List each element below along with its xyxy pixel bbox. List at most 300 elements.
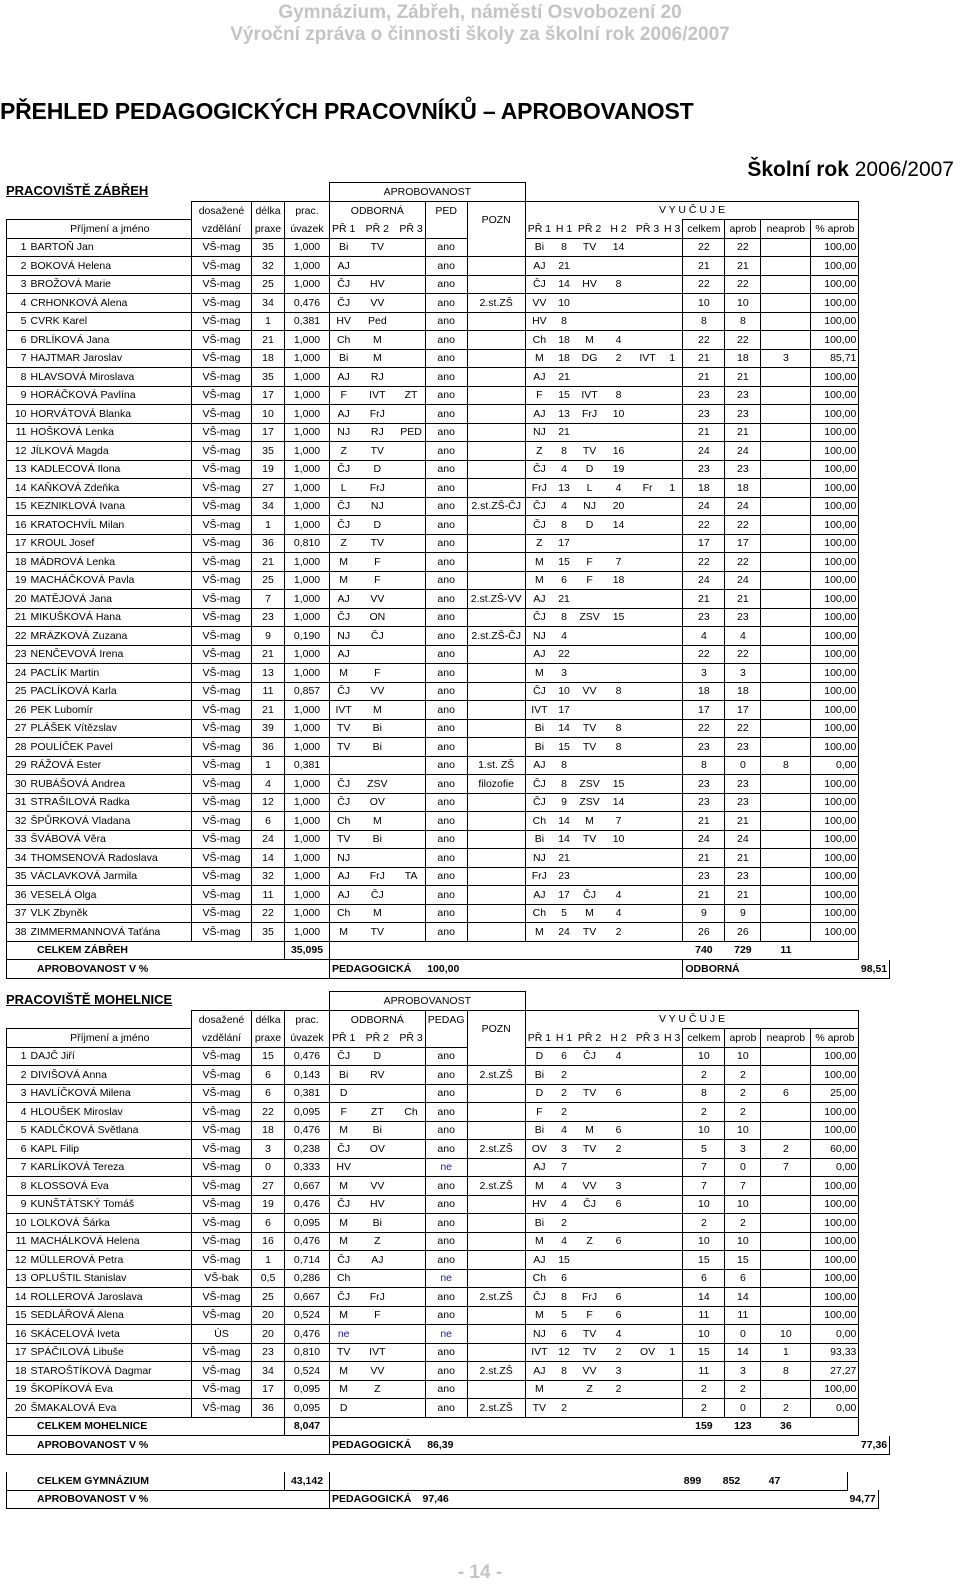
table-cell: 23 — [725, 386, 761, 405]
table-cell: OPLUŠTIL Stanislav — [29, 1269, 192, 1288]
table-cell — [192, 1472, 285, 1490]
table-cell: DAJČ Jiří — [29, 1047, 192, 1066]
table-cell: TV — [357, 442, 397, 461]
table-cell: 9 — [725, 904, 761, 923]
table-row — [7, 867, 890, 886]
table-cell: ČJ — [525, 516, 553, 535]
table-cell — [761, 312, 811, 331]
table-cell — [604, 590, 633, 609]
table-cell: IVT — [357, 1343, 397, 1362]
table-cell: 18 — [725, 349, 761, 368]
table-cell — [192, 1490, 330, 1509]
table-cell — [467, 479, 525, 498]
table-row — [7, 1269, 890, 1288]
table-cell — [397, 608, 425, 627]
header-vzdelani: vzdělání — [192, 220, 252, 239]
table-cell — [633, 1158, 662, 1177]
table-cell — [633, 886, 662, 905]
table-cell: 4 — [7, 294, 29, 313]
table-cell: ČJ — [525, 1288, 553, 1307]
table-cell — [662, 1121, 683, 1140]
table-cell: 18 — [7, 553, 29, 572]
table-cell: F — [330, 1103, 358, 1122]
table-cell: VESELÁ Olga — [29, 886, 192, 905]
table-cell: FrJ — [575, 1288, 604, 1307]
table-cell: ne — [425, 1325, 467, 1344]
table-cell — [761, 775, 811, 794]
table-cell — [467, 1158, 525, 1177]
table-cell: 2.st.ZŠ-ČJ — [467, 627, 525, 646]
table-cell: 14 — [604, 516, 633, 535]
table-cell — [397, 756, 425, 775]
table-cell: VV — [357, 1177, 397, 1196]
table-cell: TV — [330, 830, 358, 849]
table-cell: AJ — [330, 886, 358, 905]
table-cell: 8 — [553, 1288, 575, 1307]
table-cell — [662, 627, 683, 646]
table-cell: 22 — [252, 1103, 285, 1122]
table-cell: VŠ-mag — [192, 849, 252, 868]
table-cell: VŠ-mag — [192, 719, 252, 738]
table-cell — [633, 1177, 662, 1196]
table-cell: 3 — [725, 664, 761, 683]
table-cell: 8 — [553, 516, 575, 535]
table-cell: 10 — [683, 1325, 725, 1344]
table-cell: 23 — [7, 645, 29, 664]
table-cell: 8 — [604, 719, 633, 738]
school-year-label: Školní rok — [747, 158, 849, 181]
table-cell — [633, 590, 662, 609]
table-cell — [397, 1177, 425, 1196]
table-cell — [467, 331, 525, 350]
table-cell: 100,00 — [811, 460, 859, 479]
table-cell: 22 — [725, 553, 761, 572]
table-cell — [467, 719, 525, 738]
table-cell: M — [525, 1380, 553, 1399]
table-cell: 3 — [761, 349, 811, 368]
table-cell: VŠ-mag — [192, 1232, 252, 1251]
table-cell: D — [357, 460, 397, 479]
table-cell: PED — [397, 423, 425, 442]
table-cell: 15 — [553, 1251, 575, 1270]
table-cell — [662, 1269, 683, 1288]
total-uvazek: 8,047 — [285, 1417, 330, 1436]
table-cell: VŠ-mag — [192, 1343, 252, 1362]
table-cell: M — [357, 812, 397, 831]
table-cell — [397, 904, 425, 923]
table-cell: ne — [425, 1158, 467, 1177]
table-cell: 4 — [553, 1121, 575, 1140]
table-cell: ČJ — [330, 1047, 358, 1066]
table-cell: 15 — [683, 1251, 725, 1270]
table-cell: 0,524 — [285, 1306, 330, 1325]
table-cell: 8 — [553, 608, 575, 627]
table-cell: 21 — [683, 590, 725, 609]
table-cell: 11 — [252, 682, 285, 701]
table-cell: 22 — [683, 645, 725, 664]
table-cell: 100,00 — [811, 1214, 859, 1233]
table-row — [7, 275, 890, 294]
table-cell: HORVÁTOVÁ Blanka — [29, 405, 192, 424]
table-cell: 0,190 — [285, 627, 330, 646]
table-cell: 1,000 — [285, 886, 330, 905]
table-cell: ČJ — [330, 775, 358, 794]
table-cell: Bi — [525, 830, 553, 849]
table-cell: 0,810 — [285, 1343, 330, 1362]
table-cell: 23 — [725, 460, 761, 479]
total-uvazek: 35,095 — [285, 941, 330, 960]
table-cell: AJ — [525, 1158, 553, 1177]
table-cell: TV — [357, 534, 397, 553]
table-cell — [357, 1269, 397, 1288]
table-cell: Z — [330, 442, 358, 461]
table-cell: 2.st.ZŠ-ČJ — [467, 497, 525, 516]
table-cell: ano — [425, 812, 467, 831]
table-cell — [397, 497, 425, 516]
table-cell: 10 — [725, 1121, 761, 1140]
table-cell: 7 — [683, 1177, 725, 1196]
table-cell: 4 — [553, 627, 575, 646]
table-cell: Z — [525, 442, 553, 461]
table-cell — [662, 1158, 683, 1177]
table-cell: 1 — [252, 516, 285, 535]
table-cell: 21 — [725, 257, 761, 276]
table-row — [7, 1140, 890, 1159]
table-cell — [397, 442, 425, 461]
header-h1: H 1 — [553, 1029, 575, 1048]
table-cell: HLAVSOVÁ Miroslava — [29, 368, 192, 387]
table-cell: Bi — [525, 1214, 553, 1233]
table-row — [7, 386, 890, 405]
table-cell: ČJ — [575, 1047, 604, 1066]
table-cell: 3 — [252, 1140, 285, 1159]
table-cell — [662, 312, 683, 331]
table-cell: 21 — [553, 368, 575, 387]
table-cell: 12 — [553, 1343, 575, 1362]
table-cell: 19 — [7, 1380, 29, 1399]
table-cell: 12 — [7, 442, 29, 461]
table-cell — [633, 1399, 662, 1418]
table-cell: 16 — [252, 1232, 285, 1251]
table-cell: VŠ-mag — [192, 756, 252, 775]
table-cell — [761, 1380, 811, 1399]
table-cell: ROLLEROVÁ Jaroslava — [29, 1288, 192, 1307]
table-cell: 4 — [252, 775, 285, 794]
table-cell — [683, 1436, 761, 1455]
table-cell: HAVLÍČKOVÁ Milena — [29, 1084, 192, 1103]
table-cell — [662, 1084, 683, 1103]
table-cell — [633, 553, 662, 572]
table-cell: 21 — [252, 645, 285, 664]
total-aprob: 852 — [714, 1472, 750, 1490]
header-praxe: praxe — [252, 1029, 285, 1048]
table-cell — [633, 516, 662, 535]
header-v-pr3: PŘ 3 — [633, 220, 662, 239]
table-cell — [633, 1362, 662, 1381]
table-cell: Fr — [633, 479, 662, 498]
table-cell — [575, 756, 604, 775]
table-cell: KROUL Josef — [29, 534, 192, 553]
table-cell: OV — [357, 793, 397, 812]
table-cell: VŠ-mag — [192, 442, 252, 461]
table-cell: 2 — [725, 1214, 761, 1233]
table-cell: VŠ-mag — [192, 312, 252, 331]
table-cell — [761, 534, 811, 553]
table-cell: 34 — [252, 497, 285, 516]
table-cell: VŠ-mag — [192, 923, 252, 942]
table-cell: 2.st.ZŠ — [467, 1362, 525, 1381]
table-cell: ano — [425, 460, 467, 479]
table-cell — [397, 775, 425, 794]
table-cell: M — [357, 904, 397, 923]
table-cell: 5 — [553, 1306, 575, 1325]
table-cell: 1 — [761, 1343, 811, 1362]
aprobovanost-row — [7, 1490, 879, 1509]
table-cell: VŠ-mag — [192, 1047, 252, 1066]
table-cell: IVT — [633, 349, 662, 368]
table-cell — [467, 460, 525, 479]
table-cell: M — [330, 1306, 358, 1325]
table-cell: 17 — [7, 1343, 29, 1362]
table-cell: 6 — [683, 1269, 725, 1288]
table-cell: 2 — [7, 1066, 29, 1085]
table-cell: ano — [425, 1177, 467, 1196]
table-cell: 3 — [683, 664, 725, 683]
header-aprobovanost: APROBOVANOST — [330, 183, 526, 202]
table-cell: 2 — [604, 923, 633, 942]
table-cell — [633, 423, 662, 442]
table-cell: Bi — [525, 238, 553, 257]
table-mohelnice — [6, 991, 890, 1455]
table-cell: VŠ-mag — [192, 405, 252, 424]
table-row — [7, 923, 890, 942]
table-cell — [330, 1472, 672, 1490]
table-cell: ano — [425, 701, 467, 720]
table-cell: ano — [425, 294, 467, 313]
table-cell: 35 — [7, 867, 29, 886]
table-cell: MACHÁČKOVÁ Pavla — [29, 571, 192, 590]
table-cell — [662, 275, 683, 294]
table-cell: 15 — [553, 738, 575, 757]
table-cell — [633, 645, 662, 664]
table-cell — [575, 257, 604, 276]
table-cell — [662, 1380, 683, 1399]
table-cell: Bi — [330, 238, 358, 257]
table-cell: 21 — [725, 423, 761, 442]
table-cell: ČJ — [525, 497, 553, 516]
table-row — [7, 257, 890, 276]
table-cell — [467, 1214, 525, 1233]
table-cell — [761, 960, 859, 979]
table-cell: M — [357, 331, 397, 350]
table-cell — [633, 534, 662, 553]
table-cell: 0,00 — [811, 756, 859, 775]
header-celkem: celkem — [683, 1029, 725, 1048]
table-cell: ano — [425, 516, 467, 535]
table-cell — [662, 442, 683, 461]
table-cell: 17 — [553, 886, 575, 905]
table-cell: 10 — [604, 830, 633, 849]
table-cell: 17 — [553, 701, 575, 720]
table-cell — [761, 442, 811, 461]
table-cell: ano — [425, 368, 467, 387]
table-cell: PACLÍK Martin — [29, 664, 192, 683]
table-cell: 0,00 — [811, 1325, 859, 1344]
table-cell: 19 — [7, 571, 29, 590]
table-cell: M — [525, 349, 553, 368]
table-cell: ano — [425, 590, 467, 609]
table-cell — [633, 386, 662, 405]
table-row — [7, 349, 890, 368]
table-cell: 0,381 — [285, 1084, 330, 1103]
table-cell: Bi — [357, 830, 397, 849]
header-uvazek: úvazek — [285, 220, 330, 239]
table-cell — [397, 1195, 425, 1214]
table-cell: 17 — [252, 386, 285, 405]
table-cell: 10 — [683, 1195, 725, 1214]
header-v-pr1: PŘ 1 — [525, 220, 553, 239]
table-cell: 1 — [662, 479, 683, 498]
table-cell — [633, 756, 662, 775]
table-cell: VŠ-mag — [192, 738, 252, 757]
odb-value: 94,77 — [848, 1490, 879, 1509]
table-cell: HORÁČKOVÁ Pavlína — [29, 386, 192, 405]
table-cell: 3 — [725, 1362, 761, 1381]
table-cell: ano — [425, 1103, 467, 1122]
table-cell: 29 — [7, 756, 29, 775]
table-cell: VŠ-mag — [192, 812, 252, 831]
header-pct-aprob: % aprob — [811, 220, 859, 239]
table-cell: 13 — [553, 405, 575, 424]
table-cell — [397, 368, 425, 387]
table-row — [7, 1121, 890, 1140]
header-vyucuje: V Y U Č U J E — [525, 1010, 859, 1029]
header-spacer — [7, 201, 192, 220]
total-celkem: 159 — [683, 1417, 725, 1436]
table-cell — [633, 830, 662, 849]
table-cell: 23 — [725, 738, 761, 757]
table-cell: M — [575, 812, 604, 831]
table-cell: 100,00 — [811, 386, 859, 405]
table-cell: 2.st.ZŠ — [467, 1140, 525, 1159]
table-cell: 100,00 — [811, 423, 859, 442]
table-cell: HAJTMAR Jaroslav — [29, 349, 192, 368]
table-cell: 34 — [7, 849, 29, 868]
table-cell: 14 — [7, 1288, 29, 1307]
table-row — [7, 886, 890, 905]
table-cell: RJ — [357, 423, 397, 442]
table-cell: 4 — [604, 886, 633, 905]
table-cell: 2.st.ZŠ — [467, 294, 525, 313]
table-cell — [633, 1121, 662, 1140]
table-cell — [761, 1306, 811, 1325]
table-cell: 10 — [7, 1214, 29, 1233]
table-cell: M — [330, 1121, 358, 1140]
table-cell — [397, 571, 425, 590]
table-cell: VÁCLAVKOVÁ Jarmila — [29, 867, 192, 886]
table-cell: TV — [330, 1343, 358, 1362]
table-cell: 10 — [683, 1121, 725, 1140]
table-cell: 85,71 — [811, 349, 859, 368]
header-h2: H 2 — [604, 1029, 633, 1048]
table-cell: 21 — [683, 257, 725, 276]
table-cell — [604, 257, 633, 276]
table-row — [7, 701, 890, 720]
table-cell — [467, 1325, 525, 1344]
table-cell: 19 — [604, 460, 633, 479]
table-cell — [467, 645, 525, 664]
table-cell: 2 — [683, 1214, 725, 1233]
table-row — [7, 442, 890, 461]
table-cell — [633, 571, 662, 590]
table-cell — [575, 1251, 604, 1270]
table-cell — [633, 238, 662, 257]
table-cell: 100,00 — [811, 497, 859, 516]
table-cell: Bi — [357, 719, 397, 738]
header-delka: délka — [252, 201, 285, 220]
table-cell: F — [575, 553, 604, 572]
table-cell: 100,00 — [811, 738, 859, 757]
table-cell: 26 — [683, 923, 725, 942]
table-cell: 20 — [604, 497, 633, 516]
table-cell: 18 — [553, 349, 575, 368]
header-neaprob: neaprob — [761, 220, 811, 239]
table-cell: VŠ-mag — [192, 275, 252, 294]
table-cell — [397, 1325, 425, 1344]
table-cell — [761, 1288, 811, 1307]
table-cell: ano — [425, 1288, 467, 1307]
table-cell: IVT — [525, 701, 553, 720]
ped-value: 97,46 — [421, 1490, 521, 1509]
table-cell: 10 — [725, 1047, 761, 1066]
table-row — [7, 1066, 890, 1085]
table-cell: ano — [425, 1047, 467, 1066]
table-cell — [604, 534, 633, 553]
table-cell — [662, 664, 683, 683]
table-cell — [662, 1362, 683, 1381]
table-cell: 27,27 — [811, 1362, 859, 1381]
table-cell: 2 — [553, 1084, 575, 1103]
table-cell: Bi — [525, 1066, 553, 1085]
table-cell — [662, 738, 683, 757]
table-cell — [761, 1103, 811, 1122]
table-cell: F — [357, 664, 397, 683]
table-cell: 2 — [604, 1343, 633, 1362]
table-cell: 60,00 — [811, 1140, 859, 1159]
table-cell: VŠ-mag — [192, 1140, 252, 1159]
table-cell — [633, 664, 662, 683]
header-row-2 — [7, 201, 890, 220]
table-cell — [672, 1490, 750, 1509]
table-cell: 6 — [252, 1066, 285, 1085]
table-cell: 100,00 — [811, 1269, 859, 1288]
table-cell: 22 — [252, 904, 285, 923]
table-cell: 100,00 — [811, 534, 859, 553]
table-row — [7, 1195, 890, 1214]
table-cell — [397, 1269, 425, 1288]
table-cell — [604, 1251, 633, 1270]
table-cell — [330, 756, 358, 775]
table-cell: ano — [425, 349, 467, 368]
table-row — [7, 1325, 890, 1344]
table-cell: 8 — [725, 312, 761, 331]
table-cell — [575, 294, 604, 313]
table-cell — [467, 349, 525, 368]
table-cell: 100,00 — [811, 775, 859, 794]
table-cell: 4 — [604, 904, 633, 923]
table-cell: 2 — [725, 1084, 761, 1103]
header-odborna: ODBORNÁ — [330, 201, 426, 220]
